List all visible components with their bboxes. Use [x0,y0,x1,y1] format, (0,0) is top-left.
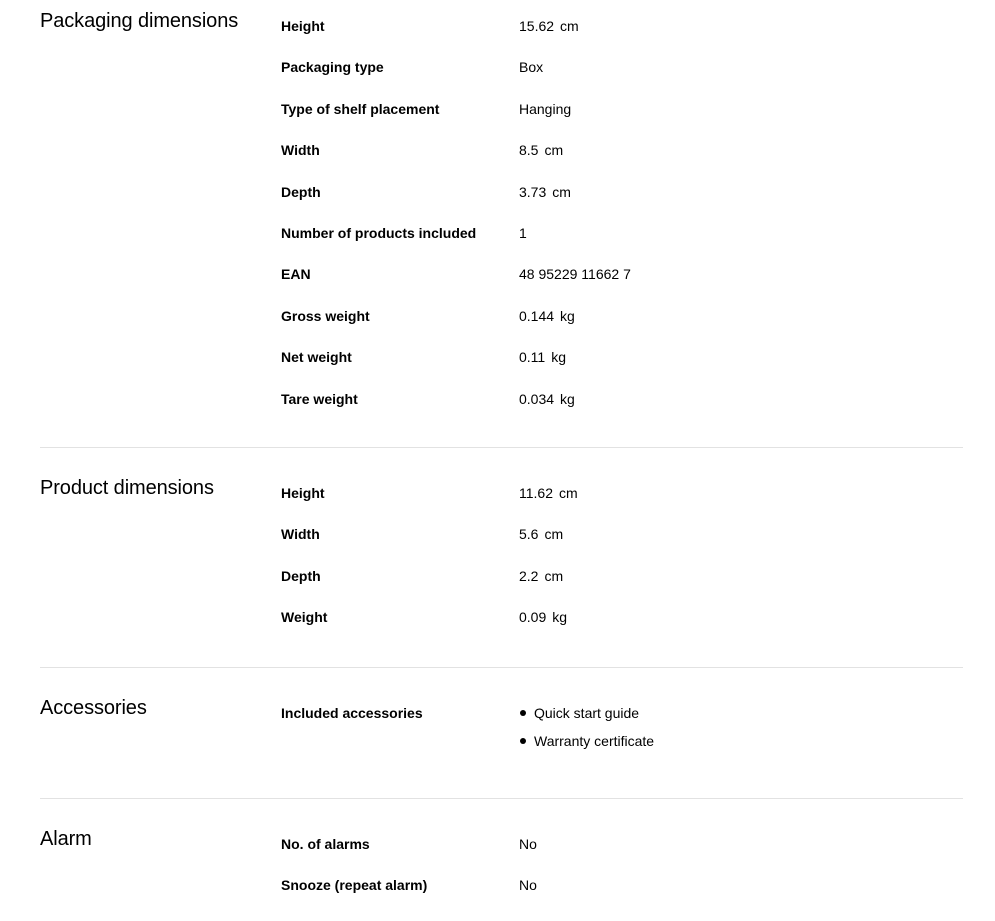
value-unit: cm [559,485,578,501]
spec-row [281,604,963,645]
value-number: 15.62 [519,18,555,34]
spec-row [281,179,963,220]
spec-label: Depth [281,183,321,200]
value-unit: cm [552,183,571,200]
value-number: 0.11 [519,349,546,366]
spec-label: Height [281,18,325,34]
spec-value [519,390,575,408]
spec-row [281,872,963,913]
value-number: 8.5 [519,142,539,159]
spec-value [519,608,567,626]
value-unit: kg [560,307,575,324]
section-title: Packaging dimensions [40,10,239,32]
spec-value [519,17,579,35]
spec-label: Type of shelf placement [281,100,440,117]
spec-value: Hanging [519,100,572,117]
spec-value [519,484,578,502]
spec-value: Box [519,59,544,76]
spec-label: Width [281,526,320,543]
spec-row [281,137,963,178]
value-number: 0.144 [519,307,555,324]
spec-row [281,13,963,54]
spec-value: 48 95229 11662 7 [519,266,631,283]
accessories-list [519,704,654,760]
section-divider [40,798,963,799]
spec-value [519,141,563,159]
section-title: Product dimensions [40,477,214,499]
spec-row [281,480,963,521]
value-unit: cm [544,142,564,159]
spec-row [281,386,963,427]
spec-label: Depth [281,567,321,584]
spec-label: Width [281,142,320,159]
spec-row [281,220,963,261]
spec-value [519,348,566,366]
value-unit: cm [560,18,579,34]
value-number: 2.2 [519,567,539,584]
spec-label: Weight [281,609,328,626]
spec-value: No [519,836,537,852]
spec-row [281,303,963,344]
spec-rows [281,700,963,760]
bullet-icon [520,710,526,716]
spec-row [281,96,963,137]
list-item [519,704,654,732]
spec-value [519,525,563,543]
section-title: Alarm [40,828,92,850]
section-divider [40,447,963,448]
spec-row [281,261,963,302]
spec-row [281,54,963,95]
spec-label: Number of products included [281,224,477,241]
spec-value: No [519,877,537,894]
spec-label: Included accessories [281,705,423,721]
value-unit: kg [560,390,575,407]
spec-rows [281,13,963,427]
value-number: 0.09 [519,609,547,626]
section-divider [40,667,963,668]
value-number: 11.62 [519,485,553,501]
spec-label: Gross weight [281,307,370,324]
spec-row [281,700,963,760]
value-number: 0.034 [519,390,555,407]
value-number: 3.73 [519,183,547,200]
spec-label: Height [281,485,325,501]
spec-label: EAN [281,266,311,283]
spec-value [519,307,575,325]
list-item-text: Warranty certificate [534,733,655,749]
spec-row [281,344,963,385]
spec-value [519,183,571,201]
spec-value [519,567,563,585]
spec-rows [281,831,963,914]
spec-label: Packaging type [281,59,384,76]
value-unit: cm [544,526,564,543]
spec-label: Snooze (repeat alarm) [281,877,428,894]
spec-label: Tare weight [281,390,358,407]
spec-value: 1 [519,224,527,241]
value-unit: kg [551,349,567,366]
spec-label: No. of alarms [281,836,370,852]
spec-label: Net weight [281,349,352,366]
value-unit: kg [552,609,568,626]
spec-row [281,521,963,562]
spec-rows [281,480,963,646]
value-unit: cm [544,567,564,584]
value-number: 5.6 [519,526,539,543]
bullet-icon [520,738,526,744]
section-title: Accessories [40,697,147,719]
list-item-text: Quick start guide [534,705,640,721]
list-item [519,732,654,760]
spec-row [281,831,963,872]
spec-row [281,563,963,604]
